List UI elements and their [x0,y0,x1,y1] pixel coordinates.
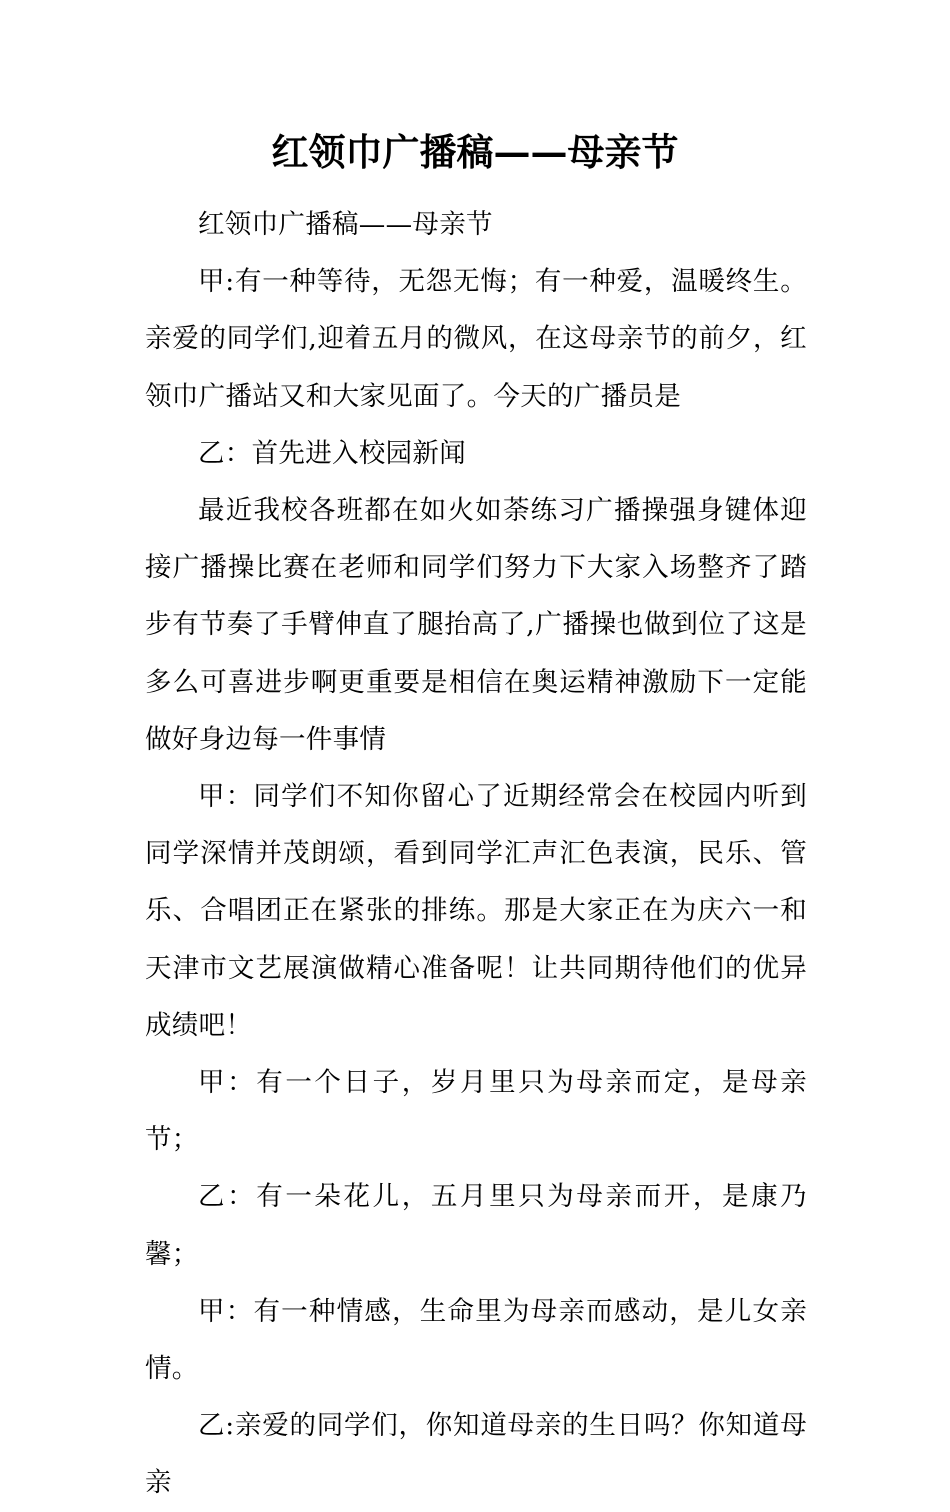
paragraph-opening: 甲:有一种等待，无怨无悔；有一种爱，温暖终生。亲爱的同学们,迎着五月的微风，在这母亲节的前夕，红领巾广播站又和大家见面了。今天的广播员是 [145,266,807,412]
paragraph-mothers-day: 甲：有一个日子，岁月里只为母亲而定，是母亲节； [145,1067,807,1156]
paragraph-rehearsal-news: 甲：同学们不知你留心了近期经常会在校园内听到同学深情并茂朗颂，看到同学汇声汇色表演，民乐、管乐、合唱团正在紧张的排练。那是大家正在为庆六一和天津市文艺展演做精心准备呢！让共同期待他们的优异成绩吧！ [145,781,807,1041]
paragraph-mothers-birthday: 乙:亲爱的同学们，你知道母亲的生日吗？你知道母亲 [145,1410,807,1499]
paragraph-exercise-news: 最近我校各班都在如火如荼练习广播操强身键体迎接广播操比赛在老师和同学们努力下大家入场整齐了踏步有节奏了手臂伸直了腿抬高了,广播操也做到位了这是多么可喜进步啊更重要是相信在奥运精神激励下一定能做好身边每一件事情 [145,495,807,755]
document-title: 红领巾广播稿——母亲节 [271,130,679,174]
paragraph-family-love: 甲：有一种情感，生命里为母亲而感动，是儿女亲情。 [145,1295,807,1385]
paragraph-subtitle: 红领巾广播稿——母亲节 [198,209,493,240]
document-body [145,196,807,1512]
paragraph-campus-news-intro: 乙：首先进入校园新闻 [198,437,466,469]
paragraph-carnation: 乙：有一朵花儿，五月里只为母亲而开，是康乃馨； [145,1181,807,1270]
